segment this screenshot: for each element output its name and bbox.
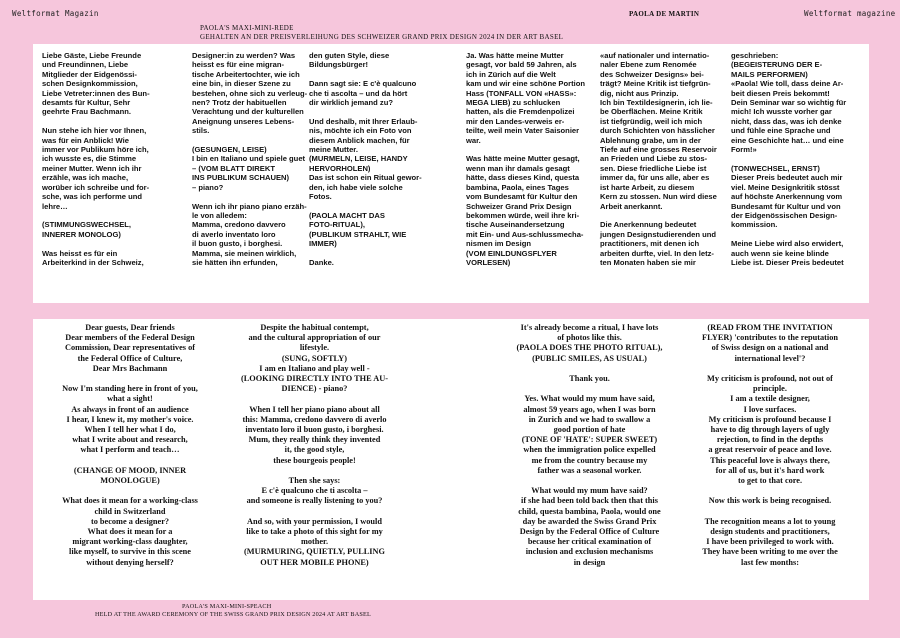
german-column-6: geschrieben: (BEGEISTERUNG DER E- MAILS PERFORMEN) «Paola! Wie toll, dass deine Ar- beit diesen Preis bekommt! Dein Seminar war so wichtig für mich! Ich wusste vorher gar nicht, dass das, was ich denke und fühle eine Sprache und eine Geschichte hat… und eine Form!» (TONWECHSEL, ERNST) Dieser Preis bedeutet auch mir viel. Meine Designkritik stösst auf höchste Anerkennung vom Bundesamt für Kultur und von der Eidgenössischen Design- kommission. Meine Liebe wird also erwidert, auch wenn sie keine blinde Liebe ist. Dieser Preis bedeutet	[731, 51, 847, 267]
footer-subtitle: HELD AT THE AWARD CEREMONY OF THE SWISS GRAND PRIX DESIGN 2024 AT ART BASEL	[95, 611, 371, 618]
english-column-1: Dear guests, Dear friends Dear members of the Federal Design Commission, Dear representatives of the Federal Office of Culture, Dear Mrs Bachmann Now I'm standing here in front of you, what a sight! As always in front of an audience I hear, I knew it, my mother's voice. When I tell her what I do, what I write about and research, what I perform and teach… (CHANGE OF MOOD, INNER MONOLOGUE) What does it mean for a working-class child in Switzerland to become a designer? What does it mean for a migrant working-class daughter, like myself, to survive in this scene without denying herself?	[62, 323, 198, 567]
english-column-3: It's already become a ritual, I have lots of photos like this. (PAOLA DOES THE PHOTO RITUAL), (PUBLIC SMILES, AS USUAL) Thank you. Yes. What would my mum have said, almost 59 years ago, when I was born in Zurich and we had to swallow a good portion of hate (TONE OF 'HATE': SUPER SWEET) when the immigration police expelled me from the country because my father was a seasonal worker. What would my mum have said? if she had been told back then that this child, questa bambina, Paola, would one day be awarded the Swiss Grand Prix Design by the Federal Office of Culture because her critical examination of inclusion and exclusion mechanisms in design	[516, 323, 663, 567]
speech-subtitle: GEHALTEN AN DER PREISVERLEIHUNG DES SCHWEIZER GRAND PRIX DESIGN 2024 IN DER ART BASEL	[200, 33, 564, 41]
author-name: PAOLA DE MARTIN	[629, 10, 700, 18]
speech-title: PAOLA'S MAXI-MINI-REDE	[200, 24, 294, 32]
magazine-name-left: Weltformat Magazin	[12, 9, 99, 18]
german-column-3: den guten Style, diese Bildungsbürger! Dann sagt sie: E c'è qualcuno che ti ascolta – und da hört dir wirklich jemand zu? Und deshalb, mit Ihrer Erlaub- nis, möchte ich ein Foto von diesem Anblick machen, für meine Mutter. (MURMELN, LEISE, HANDY HERVORHOLEN) Das ist schon ein Ritual gewor- den, ich habe viele solche Fotos. (PAOLA MACHT DAS FOTO-RITUAL), (PUBLIKUM STRAHLT, WIE IMMER) Danke.	[309, 51, 422, 267]
english-column-2: Despite the habitual contempt, and the cultural appropriation of our lifestyle. (SUNG, SOFTLY) I am en Italiano and play well - (LOOKING DIRECTLY INTO THE AU- DIENCE) - piano? When I tell her piano piano about all this: Mamma, credono davvero di averlo inventato loro il buon gusto, i borghesi. Mum, they really think they invented it, the good style, these bourgeois people! Then she says: E c'è qualcuno che ti ascolta – and someone is really listening to you? And so, with your permission, I would like to take a photo of this sight for my mother. (MURMURING, QUIETLY, PULLING OUT HER MOBILE PHONE)	[240, 323, 389, 567]
german-column-2: Designer:in zu werden? Was heisst es für eine migran- tische Arbeitertochter, wie ich eine bin, in dieser Szene zu bestehen, ohne sich zu verleug- nen? Trotz der habituellen Verachtung und der kulturellen Aneignung unseres Lebens- stils. (GESUNGEN, LEISE) I bin en Italiano und spiele guet – (VOM BLATT DIREKT INS PUBLIKUM SCHAUEN) – piano? Wenn ich ihr piano piano erzäh- le von alledem: Mamma, credono davvero di averlo inventato loro il buon gusto, i borghesi. Mamma, sie meinen wirklich, sie hätten ihn erfunden,	[192, 51, 308, 267]
german-column-1: Liebe Gäste, Liebe Freunde und Freundinnen, Liebe Mitglieder der Eidgenössi- schen Designkommission, Liebe Vetreter:innen des Bun- desamts für Kultur, Sehr geehrte Frau Bachmann. Nun stehe ich hier vor Ihnen, was für ein Anblick! Wie immer vor Publikum höre ich, ich wusste es, die Stimme meiner Mutter. Wenn ich ihr erzähle, was ich mache, worüber ich schreibe und for- sche, was ich performe und lehre… (STIMMUNGSWECHSEL, INNERER MONOLOG) Was heisst es für ein Arbeiterkind in der Schweiz,	[42, 51, 150, 267]
german-column-4: Ja. Was hätte meine Mutter gesagt, vor bald 59 Jahren, als ich in Zürich auf die Welt kam und wir eine schöne Portion Hass (TONFALL VON «HASS»: MEGA LIEB) zu schlucken hatten, als die Fremdenpolizei mir den Landes-verweis er- teilte, weil mein Vater Saisonier war. Was hätte meine Mutter gesagt, wenn man ihr damals gesagt hätte, dass dieses Kind, questa bambina, Paola, eines Tages vom Bundesamt für Kultur den Schweizer Grand Prix Design bekommen würde, weil ihre kri- tische Auseinandersetzung mit Ein- und Aus-schlussmecha- nismen im Design (VOM EINLDUNGSFLYER VORLESEN)	[466, 51, 585, 267]
english-column-4: (READ FROM THE INVITATION FLYER) 'contributes to the reputation of Swiss design on a national and international level'? My criticism is profound, not out of principle. I am a textile designer, I love surfaces. My criticism is profound because I have to dig through layers of ugly rejection, to find in the depths a great reservoir of peace and love. This peaceful love is always there, for all of us, but it's hard work to get to that core. Now this work is being recognised. The recognition means a lot to young design students and practitioners, I have been privileged to work with. They have been writing to me over the last few months:	[702, 323, 838, 567]
footer-title: PAOLA'S MAXI-MINI-SPEACH	[182, 603, 272, 610]
german-column-5: «auf nationaler und internatio- naler Ebene zum Renomée des Schweizer Designs» bei- trägt? Meine Kritik ist tiefgrün- dig, nicht aus Prinzip. Ich bin Textildesignerin, ich lie- be Oberflächen. Meine Kritik ist tiefgründig, weil ich mich durch Schichten von hässlicher Ablehnung grabe, um in der Tiefe auf eine grosses Reservoir an Frieden und Liebe zu stos- sen. Diese friedliche Liebe ist immer da, für uns alle, aber es ist harte Arbeit, zu diesem Kern zu stossen. Nun wird diese Arbeit anerkannt. Die Anerkennung bedeutet jungen Designstudierenden und practitioners, mit denen ich arbeiten durfte, viel. In den letz- ten Monaten haben sie mir	[600, 51, 717, 267]
magazine-name-right: Weltformat magazine	[804, 9, 896, 18]
